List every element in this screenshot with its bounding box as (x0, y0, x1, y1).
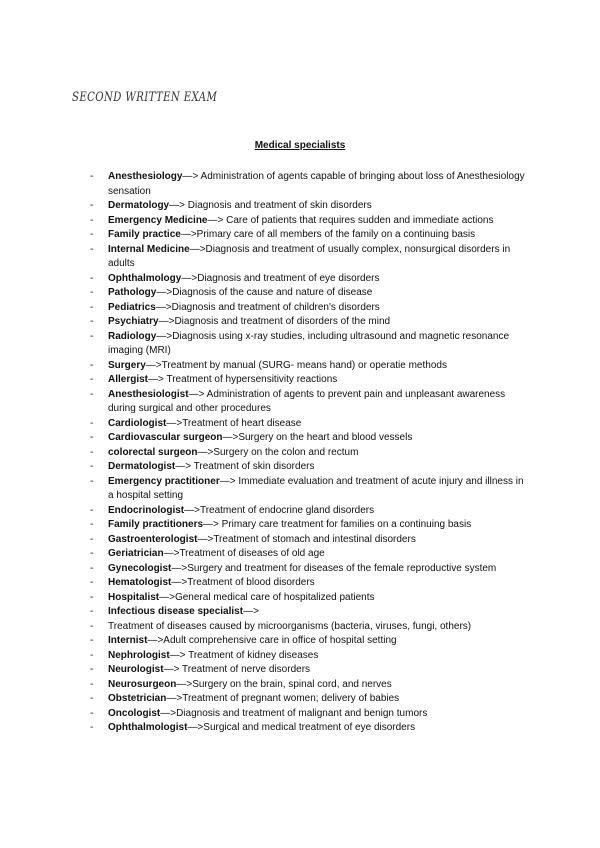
list-item (90, 649, 530, 664)
bullet-dash: - (90, 693, 94, 704)
list-item (90, 446, 530, 461)
arrow-separator: —> (163, 664, 182, 675)
bullet-dash: - (90, 519, 94, 530)
bullet-dash: - (90, 707, 94, 719)
list-item (90, 547, 530, 562)
specialty-term: Geriatrician (108, 548, 164, 559)
list-item (90, 272, 530, 287)
arrow-separator: —> (155, 301, 172, 313)
specialty-description: Adult comprehensive care in office of hospital setting (163, 635, 397, 646)
specialty-description: Treatment of nerve disorders (182, 664, 311, 675)
list-item (90, 692, 530, 707)
arrow-separator: —> (169, 649, 189, 661)
specialty-term: Nephrologist (108, 649, 170, 661)
arrow-separator: —> (166, 693, 183, 704)
specialty-term: Emergency Medicine (108, 214, 208, 226)
specialty-description: Administration of agents capable of bringing about loss of Anesthesiology sensation (108, 171, 525, 197)
specialty-description: Treatment of endocrine gland disorders (199, 504, 375, 516)
list-item (90, 330, 530, 359)
arrow-separator: —> (175, 461, 194, 472)
list-item (90, 605, 530, 620)
specialty-description: Treatment of diseases of old age (179, 548, 325, 559)
specialty-description: Diagnosis and treatment of eye disorders (197, 272, 380, 284)
arrow-separator: —> (145, 359, 162, 371)
list-item (90, 460, 530, 475)
list-item (90, 634, 530, 649)
list-item (90, 518, 530, 533)
specialty-term: Dermatology (108, 200, 170, 211)
list-item (90, 475, 530, 504)
bullet-dash: - (90, 272, 94, 284)
arrow-separator: —> (156, 330, 173, 342)
arrow-separator: —> (219, 475, 239, 487)
specialty-term: Anesthesiologist (108, 388, 189, 400)
arrow-separator: —> (197, 446, 214, 458)
specialty-description: Treatment of pregnant women; delivery of babies (182, 693, 400, 704)
specialty-description: Treatment of heart disease (182, 417, 302, 429)
bullet-dash: - (90, 562, 94, 574)
bullet-dash: - (90, 678, 94, 690)
list-item (90, 359, 530, 374)
bullet-dash: - (90, 171, 94, 182)
specialty-description: Administration of agents to prevent pain and unpleasant awareness during surgical and other procedures (108, 388, 506, 414)
specialty-description: Immediate evaluation and treatment of acute injury and illness in a hospital setting (108, 475, 524, 501)
arrow-separator: —> (180, 229, 197, 240)
arrow-separator: —> (147, 635, 164, 646)
specialty-description: Treatment of blood disorders (187, 577, 315, 588)
specialty-description: Care of patients that requires sudden and immediate actions (226, 214, 494, 226)
list-item (90, 301, 530, 316)
specialty-description: Diagnosis and treatment of usually complex, nonsurgical disorders in adults (108, 243, 511, 269)
arrow-separator: —> (169, 200, 188, 211)
bullet-dash: - (90, 577, 94, 588)
specialty-term: Gynecologist (108, 562, 172, 574)
bullet-dash: - (90, 548, 94, 559)
exam-header: SECOND WRITTEN EXAM (72, 90, 218, 105)
list-item (90, 214, 530, 229)
arrow-separator: —> (163, 548, 180, 559)
arrow-separator: —> (197, 533, 214, 545)
specialty-term: Family practice (108, 229, 181, 240)
arrow-separator: —> (243, 606, 259, 617)
list-item (90, 663, 530, 678)
specialty-description: Diagnosis using x-ray studies, including ultrasound and magnetic resonance imaging (MRI) (108, 330, 510, 356)
arrow-separator: —> (160, 707, 177, 719)
bullet-dash: - (90, 649, 94, 661)
specialty-description: Treatment of hypersensitivity reactions (166, 374, 338, 385)
specialist-list (90, 170, 530, 736)
specialty-term: Dermatologist (108, 461, 176, 472)
specialty-description: Surgical and medical treatment of eye disorders (203, 722, 416, 733)
arrow-separator: —> (171, 577, 188, 588)
bullet-dash: - (90, 533, 94, 545)
specialty-term: Cardiologist (108, 417, 167, 429)
specialty-term: Hospitalist (108, 591, 160, 603)
specialty-term: Neurologist (108, 664, 164, 675)
bullet-dash: - (90, 591, 94, 603)
specialty-description: Primary care treatment for families on a continuing basis (221, 519, 472, 530)
bullet-dash: - (90, 388, 94, 400)
arrow-separator: —> (222, 432, 239, 443)
bullet-dash: - (90, 316, 94, 327)
specialty-term: Ophthalmology (108, 272, 182, 284)
section-title: Medical specialists (254, 140, 346, 151)
list-item (90, 315, 530, 330)
specialty-term: Hematologist (108, 577, 172, 588)
arrow-separator: —> (184, 504, 200, 516)
bullet-dash: - (90, 243, 94, 255)
arrow-separator: —> (156, 287, 173, 298)
bullet-dash: - (90, 417, 94, 429)
specialty-description: Treatment of kidney diseases (188, 649, 319, 661)
list-item (90, 373, 530, 388)
list-item (90, 576, 530, 591)
arrow-separator: —> (207, 214, 227, 226)
specialty-term: Oncologist (108, 707, 161, 719)
list-item (90, 562, 530, 577)
list-item (90, 591, 530, 606)
specialty-term: Allergist (108, 374, 149, 385)
list-item (90, 228, 530, 243)
list-item (90, 170, 530, 199)
list-item (90, 388, 530, 417)
specialty-description: Treatment of diseases caused by microorganisms (bacteria, viruses, fungi, others) (108, 620, 472, 632)
specialty-description: Treatment of skin disorders (193, 461, 315, 472)
bullet-dash: - (90, 359, 94, 371)
list-item (90, 417, 530, 432)
specialty-description: General medical care of hospitalized patients (174, 591, 375, 603)
specialty-term: Ophthalmologist (108, 722, 188, 733)
bullet-dash: - (90, 504, 94, 516)
list-item (90, 721, 530, 736)
bullet-dash: - (90, 722, 94, 733)
bullet-dash: - (90, 461, 94, 472)
specialty-term: Internist (108, 635, 148, 646)
bullet-dash: - (90, 620, 94, 632)
specialty-description: Diagnosis and treatment of skin disorders (187, 200, 372, 211)
specialty-description: Surgery on the heart and blood vessels (238, 432, 413, 443)
bullet-dash: - (90, 635, 94, 646)
specialty-term: Psychiatry (108, 316, 159, 327)
arrow-separator: —> (182, 171, 201, 182)
specialty-term: Neurosurgeon (108, 678, 177, 690)
arrow-separator: —> (188, 388, 207, 400)
list-item (90, 243, 530, 272)
specialty-description: Diagnosis of the cause and nature of disease (172, 287, 373, 298)
specialty-description: Surgery on the brain, spinal cord, and nerves (192, 678, 392, 690)
list-item (90, 504, 530, 519)
specialty-term: Gastroenterologist (108, 533, 198, 545)
bullet-dash: - (90, 664, 94, 675)
specialty-term: Endocrinologist (108, 504, 185, 516)
bullet-dash: - (90, 446, 94, 458)
specialty-description: Treatment by manual (SURG- means hand) or operatie methods (161, 359, 447, 371)
list-item (90, 431, 530, 446)
specialty-term: Radiology (108, 330, 157, 342)
bullet-dash: - (90, 606, 94, 617)
bullet-dash: - (90, 432, 94, 443)
arrow-separator: —> (189, 243, 206, 255)
arrow-separator: —> (158, 316, 175, 327)
arrow-separator: —> (176, 678, 193, 690)
specialty-description: Surgery on the colon and rectum (213, 446, 359, 458)
specialty-term: colorectal surgeon (108, 446, 198, 458)
specialty-term: Internal Medicine (108, 243, 190, 255)
arrow-separator: —> (171, 562, 188, 574)
specialty-description: Treatment of stomach and intestinal disorders (213, 533, 416, 545)
specialty-description: Surgery and treatment for diseases of the female reproductive system (187, 562, 497, 574)
list-item (90, 678, 530, 693)
specialty-term: Obstetrician (108, 693, 167, 704)
arrow-separator: —> (203, 519, 222, 530)
bullet-dash: - (90, 475, 94, 487)
list-item (90, 286, 530, 301)
specialty-term: Anesthesiology (108, 171, 183, 182)
bullet-dash: - (90, 229, 94, 240)
arrow-separator: —> (181, 272, 198, 284)
bullet-dash: - (90, 287, 94, 298)
list-item (90, 533, 530, 548)
list-item (90, 620, 530, 635)
list-item (90, 707, 530, 722)
bullet-dash: - (90, 214, 94, 226)
bullet-dash: - (90, 200, 94, 211)
specialty-term: Surgery (108, 359, 146, 371)
specialty-term: Emergency practitioner (108, 475, 220, 487)
arrow-separator: —> (166, 417, 183, 429)
bullet-dash: - (90, 330, 94, 342)
specialty-term: Cardiovascular surgeon (108, 432, 223, 443)
specialty-term: Family practitioners (108, 519, 204, 530)
specialty-description: Diagnosis and treatment of malignant and benign tumors (176, 707, 428, 719)
specialty-term: Pediatrics (108, 301, 156, 313)
specialty-description: Primary care of all members of the family on a continuing basis (196, 229, 476, 240)
specialty-term: Infectious disease specialist (108, 606, 244, 617)
specialty-term: Pathology (108, 287, 157, 298)
arrow-separator: —> (187, 722, 204, 733)
bullet-dash: - (90, 301, 94, 313)
specialty-description: Diagnosis and treatment of children's disorders (171, 301, 380, 313)
arrow-separator: —> (159, 591, 175, 603)
list-item (90, 199, 530, 214)
specialty-description: Diagnosis and treatment of disorders of the mind (174, 316, 391, 327)
arrow-separator: —> (148, 374, 167, 385)
bullet-dash: - (90, 374, 94, 385)
